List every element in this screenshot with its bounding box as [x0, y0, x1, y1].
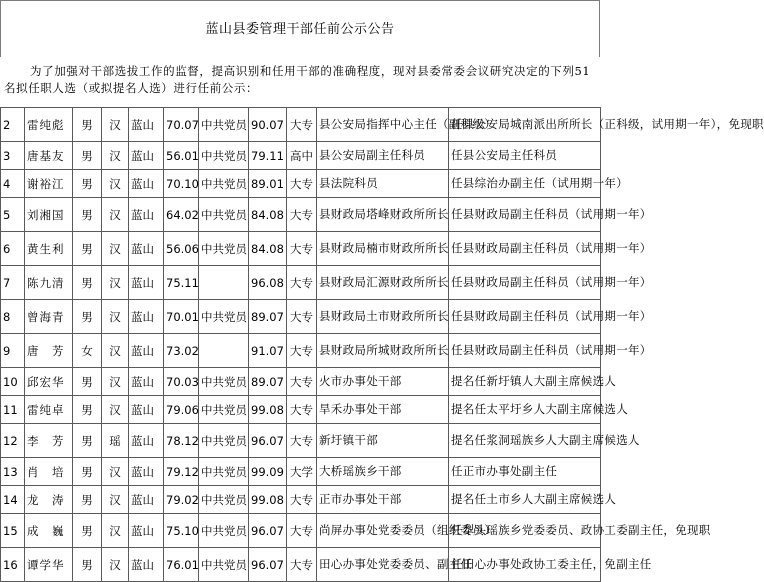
current-position: 正市办事处干部 [317, 486, 449, 514]
candidate-education: 高中 [287, 142, 317, 170]
candidate-work-start: 99.09 [249, 458, 287, 486]
candidate-ethnicity: 汉 [102, 548, 129, 582]
row-number: 6 [1, 232, 25, 266]
candidate-sex: 男 [73, 514, 102, 548]
candidate-name: 谭学华 [25, 548, 73, 582]
row-number: 3 [1, 142, 25, 170]
proposed-appointment: 任田心办事处政协工委主任，免副主任 [449, 548, 601, 582]
table-row [1, 232, 601, 266]
candidate-work-start: 96.07 [249, 514, 287, 548]
row-number: 2 [1, 108, 25, 142]
candidate-sex: 男 [73, 198, 102, 232]
proposed-appointment: 任县财政局副主任科员（试用期一年） [449, 198, 601, 232]
current-position: 县法院科员 [317, 170, 449, 198]
candidate-work-start: 89.07 [249, 300, 287, 334]
current-position: 旱禾办事处干部 [317, 396, 449, 424]
notice-preamble: 为了加强对干部选拔工作的监督，提高识别和任用干部的准确程度，现对县委常委会议研究决定的下列51名拟任职人选（或拟提名人选）进行任前公示： [4, 64, 591, 95]
table-row [1, 198, 601, 232]
current-position: 县财政局土市财政所所长 [317, 300, 449, 334]
table-row [1, 424, 601, 458]
candidate-sex: 男 [73, 486, 102, 514]
table-row [1, 514, 601, 548]
candidate-birthplace: 蓝山 [129, 300, 164, 334]
row-number: 4 [1, 170, 25, 198]
candidate-sex: 男 [73, 266, 102, 300]
candidate-birthplace: 蓝山 [129, 198, 164, 232]
candidate-sex: 男 [73, 108, 102, 142]
candidate-name: 刘湘国 [25, 198, 73, 232]
row-number: 5 [1, 198, 25, 232]
proposed-appointment: 提名任浆洞瑶族乡人大副主席候选人 [449, 424, 601, 458]
candidate-birth-date: 78.12 [164, 424, 199, 458]
candidate-birthplace: 蓝山 [129, 232, 164, 266]
table-row [1, 396, 601, 424]
candidate-ethnicity: 汉 [102, 300, 129, 334]
candidate-work-start: 96.07 [249, 424, 287, 458]
candidate-name: 邱宏华 [25, 368, 73, 396]
candidate-work-start: 96.08 [249, 266, 287, 300]
candidate-ethnicity: 汉 [102, 458, 129, 486]
candidate-party: 中共党员 [199, 486, 249, 514]
candidate-sex: 男 [73, 142, 102, 170]
candidate-work-start: 91.07 [249, 334, 287, 368]
table-row [1, 108, 601, 142]
current-position: 新圩镇干部 [317, 424, 449, 458]
current-position: 田心办事处党委委员、副主任 [317, 548, 449, 582]
candidate-sex: 男 [73, 300, 102, 334]
candidate-work-start: 96.07 [249, 548, 287, 582]
row-number: 15 [1, 514, 25, 548]
candidate-work-start: 89.07 [249, 368, 287, 396]
candidate-name: 成 巍 [25, 514, 73, 548]
row-number: 10 [1, 368, 25, 396]
candidate-birthplace: 蓝山 [129, 514, 164, 548]
candidate-ethnicity: 汉 [102, 142, 129, 170]
candidate-birth-date: 76.01 [164, 548, 199, 582]
candidate-name: 雷纯彪 [25, 108, 73, 142]
candidate-name: 黄生利 [25, 232, 73, 266]
current-position: 火市办事处干部 [317, 368, 449, 396]
candidate-birth-date: 75.10 [164, 514, 199, 548]
proposed-appointment: 提名任太平圩乡人大副主席候选人 [449, 396, 601, 424]
candidate-sex: 男 [73, 232, 102, 266]
row-number: 11 [1, 396, 25, 424]
candidate-table-body [1, 108, 764, 582]
table-row [1, 368, 601, 396]
candidate-education: 大专 [287, 396, 317, 424]
candidate-party: 中共党员 [199, 368, 249, 396]
candidate-name: 陈九清 [25, 266, 73, 300]
candidate-education: 大专 [287, 368, 317, 396]
candidate-ethnicity: 汉 [102, 486, 129, 514]
candidate-work-start: 99.08 [249, 486, 287, 514]
row-number: 9 [1, 334, 25, 368]
candidate-name: 唐 芳 [25, 334, 73, 368]
row-number: 7 [1, 266, 25, 300]
candidate-birthplace: 蓝山 [129, 458, 164, 486]
candidate-birthplace: 蓝山 [129, 266, 164, 300]
candidate-ethnicity: 瑶 [102, 424, 129, 458]
row-number: 13 [1, 458, 25, 486]
candidate-education: 大学 [287, 458, 317, 486]
proposed-appointment: 提名任新圩镇人大副主席候选人 [449, 368, 601, 396]
candidate-birth-date: 64.02 [164, 198, 199, 232]
candidate-sex: 男 [73, 458, 102, 486]
candidate-party: 中共党员 [199, 300, 249, 334]
candidate-birth-date: 79.12 [164, 458, 199, 486]
candidate-work-start: 89.01 [249, 170, 287, 198]
current-position: 县财政局楠市财政所所长 [317, 232, 449, 266]
current-position: 县公安局副主任科员 [317, 142, 449, 170]
proposed-appointment: 任犁头瑶族乡党委委员、政协工委副主任，免现职 [449, 514, 601, 548]
table-row [1, 548, 601, 582]
candidate-party: 中共党员 [199, 232, 249, 266]
candidate-birth-date: 70.03 [164, 368, 199, 396]
candidate-birthplace: 蓝山 [129, 548, 164, 582]
candidate-birthplace: 蓝山 [129, 486, 164, 514]
candidate-sex: 男 [73, 424, 102, 458]
current-position: 尚屏办事处党委委员（组织委员） [317, 514, 449, 548]
candidate-birth-date: 70.07 [164, 108, 199, 142]
candidate-education: 大专 [287, 266, 317, 300]
candidate-name: 李 芳 [25, 424, 73, 458]
candidate-sex: 男 [73, 170, 102, 198]
candidate-table [0, 107, 764, 582]
proposed-appointment: 任县公安局城南派出所所长（正科级，试用期一年），免现职 [449, 108, 601, 142]
candidate-ethnicity: 汉 [102, 368, 129, 396]
candidate-sex: 男 [73, 548, 102, 582]
candidate-birth-date: 70.10 [164, 170, 199, 198]
candidate-education: 大专 [287, 548, 317, 582]
candidate-party: 中共党员 [199, 170, 249, 198]
current-position: 县财政局汇源财政所所长 [317, 266, 449, 300]
proposed-appointment: 任县财政局副主任科员（试用期一年） [449, 334, 601, 368]
current-position: 大桥瑶族乡干部 [317, 458, 449, 486]
candidate-education: 大专 [287, 334, 317, 368]
candidate-party: 中共党员 [199, 396, 249, 424]
candidate-birthplace: 蓝山 [129, 368, 164, 396]
table-row [1, 458, 601, 486]
candidate-education: 大专 [287, 108, 317, 142]
candidate-ethnicity: 汉 [102, 334, 129, 368]
candidate-sex: 男 [73, 396, 102, 424]
current-position: 县财政局塔峰财政所所长 [317, 198, 449, 232]
table-row [1, 266, 601, 300]
candidate-ethnicity: 汉 [102, 232, 129, 266]
candidate-birth-date: 79.02 [164, 486, 199, 514]
candidate-work-start: 90.07 [249, 108, 287, 142]
candidate-birthplace: 蓝山 [129, 108, 164, 142]
candidate-name: 肖 培 [25, 458, 73, 486]
candidate-education: 大专 [287, 198, 317, 232]
candidate-education: 大专 [287, 232, 317, 266]
row-number: 12 [1, 424, 25, 458]
notice-title: 蓝山县委管理干部任前公示公告 [205, 22, 395, 37]
candidate-name: 唐基友 [25, 142, 73, 170]
candidate-name: 曾海青 [25, 300, 73, 334]
candidate-birth-date: 56.06 [164, 232, 199, 266]
candidate-birth-date: 75.11 [164, 266, 199, 300]
candidate-party: 中共党员 [199, 548, 249, 582]
candidate-party: 中共党员 [199, 424, 249, 458]
candidate-work-start: 84.08 [249, 232, 287, 266]
row-number: 14 [1, 486, 25, 514]
candidate-sex: 女 [73, 334, 102, 368]
candidate-birthplace: 蓝山 [129, 142, 164, 170]
candidate-sex: 男 [73, 368, 102, 396]
candidate-birthplace: 蓝山 [129, 334, 164, 368]
candidate-work-start: 99.08 [249, 396, 287, 424]
proposed-appointment: 任县财政局副主任科员（试用期一年） [449, 232, 601, 266]
candidate-education: 大专 [287, 300, 317, 334]
proposed-appointment: 任正市办事处副主任 [449, 458, 601, 486]
candidate-name: 谢裕江 [25, 170, 73, 198]
candidate-ethnicity: 汉 [102, 108, 129, 142]
candidate-work-start: 84.08 [249, 198, 287, 232]
table-row [1, 486, 601, 514]
row-number: 16 [1, 548, 25, 582]
candidate-birth-date: 79.06 [164, 396, 199, 424]
table-row [1, 300, 601, 334]
candidate-birth-date: 56.01 [164, 142, 199, 170]
candidate-birth-date: 70.01 [164, 300, 199, 334]
candidate-party: 中共党员 [199, 142, 249, 170]
candidate-work-start: 79.11 [249, 142, 287, 170]
candidate-party: 中共党员 [199, 458, 249, 486]
current-position: 县财政局所城财政所所长 [317, 334, 449, 368]
proposed-appointment: 任县综治办副主任（试用期一年） [449, 170, 601, 198]
table-row [1, 142, 601, 170]
candidate-ethnicity: 汉 [102, 266, 129, 300]
candidate-name: 龙 涛 [25, 486, 73, 514]
candidate-ethnicity: 汉 [102, 396, 129, 424]
table-row [1, 334, 601, 368]
candidate-party: 中共党员 [199, 514, 249, 548]
table-row [1, 170, 601, 198]
candidate-birthplace: 蓝山 [129, 396, 164, 424]
candidate-birthplace: 蓝山 [129, 424, 164, 458]
proposed-appointment: 任县财政局副主任科员（试用期一年） [449, 266, 601, 300]
candidate-birthplace: 蓝山 [129, 170, 164, 198]
candidate-party [199, 266, 249, 300]
row-number: 8 [1, 300, 25, 334]
candidate-ethnicity: 汉 [102, 514, 129, 548]
candidate-education: 大专 [287, 514, 317, 548]
candidate-name: 雷纯卓 [25, 396, 73, 424]
candidate-party: 中共党员 [199, 108, 249, 142]
candidate-ethnicity: 汉 [102, 198, 129, 232]
candidate-party: 中共党员 [199, 198, 249, 232]
candidate-education: 大专 [287, 170, 317, 198]
current-position: 县公安局指挥中心主任（副科级） [317, 108, 449, 142]
candidate-ethnicity: 汉 [102, 170, 129, 198]
proposed-appointment: 提名任土市乡人大副主席候选人 [449, 486, 601, 514]
candidate-education: 大专 [287, 486, 317, 514]
proposed-appointment: 任县财政局副主任科员（试用期一年） [449, 300, 601, 334]
candidate-party [199, 334, 249, 368]
candidate-birth-date: 73.02 [164, 334, 199, 368]
proposed-appointment: 任县公安局主任科员 [449, 142, 601, 170]
candidate-education: 大专 [287, 424, 317, 458]
